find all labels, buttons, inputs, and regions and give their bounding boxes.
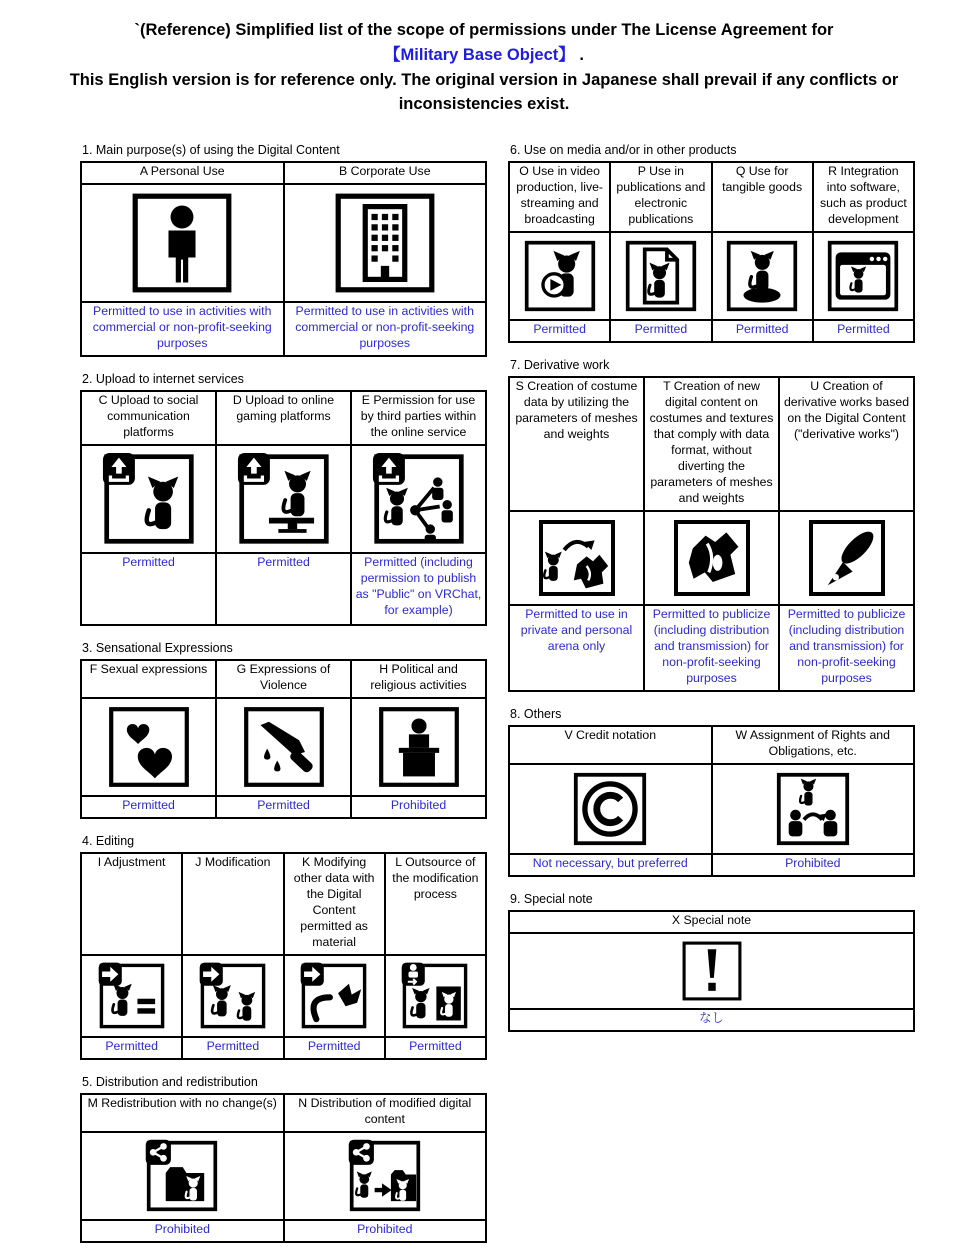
third-party-share-icon	[354, 452, 483, 546]
knife-violence-icon	[219, 705, 348, 789]
header-row	[509, 162, 914, 232]
cell-icon-W	[712, 764, 915, 854]
header-row	[509, 377, 914, 511]
content-columns	[80, 143, 915, 1258]
cell-icon-S	[509, 511, 644, 605]
status-row	[81, 1220, 486, 1242]
title-period: .	[574, 45, 584, 64]
icon-row	[509, 933, 914, 1009]
cell-header-F: F Sexual expressions	[81, 660, 216, 698]
section-3	[80, 641, 487, 819]
cell-status-Q: Permitted	[712, 320, 813, 342]
status-row	[509, 320, 914, 342]
header-row	[81, 391, 486, 445]
cell-header-U: U Creation of derivative works based on the Digital Content ("derivative works")	[779, 377, 914, 511]
section-title: 9. Special note	[510, 891, 593, 906]
icon-row	[81, 445, 486, 553]
section-2	[80, 372, 487, 626]
cell-status-I: Permitted	[81, 1037, 182, 1059]
header-row	[81, 660, 486, 698]
cell-header-I: I Adjustment	[81, 853, 182, 955]
cell-icon-J	[182, 955, 283, 1037]
title-line-2	[68, 43, 900, 68]
section-4	[80, 834, 487, 1060]
section-title: 2. Upload to internet services	[82, 371, 244, 386]
status-row	[81, 796, 486, 818]
cell-icon-G	[216, 698, 351, 796]
title-object-name: 【Military Base Object】	[384, 45, 575, 64]
hearts-icon	[84, 705, 213, 789]
cell-icon-K	[284, 955, 385, 1037]
cell-header-V: V Credit notation	[509, 726, 712, 764]
cell-header-T: T Creation of new digital content on costumes and textures that comply with data format, without diverting the parameters of meshes and weights	[644, 377, 779, 511]
upload-gaming-cat-icon	[219, 452, 348, 546]
header-row	[509, 726, 914, 764]
cell-header-X: X Special note	[509, 911, 914, 933]
cell-status-H: Prohibited	[351, 796, 486, 818]
status-row	[509, 854, 914, 876]
section-7	[508, 358, 915, 692]
cell-header-N: N Distribution of modified digital content	[284, 1094, 487, 1132]
cell-header-Q: Q Use for tangible goods	[712, 162, 813, 232]
section-title: 7. Derivative work	[510, 357, 610, 372]
cell-icon-R	[813, 232, 914, 320]
cell-header-P: P Use in publications and electronic publications	[610, 162, 711, 232]
cell-header-D: D Upload to online gaming platforms	[216, 391, 351, 445]
header-row	[81, 1094, 486, 1132]
right-column	[508, 143, 915, 1047]
section-1	[80, 143, 487, 357]
cell-status-V: Not necessary, but preferred	[509, 854, 712, 876]
special-note-icon	[512, 940, 911, 1002]
cell-status-W: Prohibited	[712, 854, 915, 876]
icon-row	[81, 184, 486, 302]
modify-material-icon	[287, 962, 382, 1030]
icon-row	[509, 764, 914, 854]
cell-icon-T	[644, 511, 779, 605]
title-line-1: `(Reference) Simplified list of the scope of permissions under The License Agreement for	[134, 21, 834, 39]
cell-status-C: Permitted	[81, 553, 216, 625]
status-row	[81, 553, 486, 625]
cell-icon-X	[509, 933, 914, 1009]
cell-icon-V	[509, 764, 712, 854]
cell-icon-I	[81, 955, 182, 1037]
cell-status-U: Permitted to publicize (including distribution and transmission) for non-profit-seeking purposes	[779, 605, 914, 691]
section-9	[508, 892, 915, 1032]
copyright-icon	[512, 771, 709, 847]
cell-status-L: Permitted	[385, 1037, 486, 1059]
section-table	[508, 376, 915, 692]
podium-politics-icon	[354, 705, 483, 789]
header-row	[509, 911, 914, 933]
cell-status-X: なし	[509, 1009, 914, 1031]
cell-header-B: B Corporate Use	[284, 162, 487, 184]
cell-status-S: Permitted to use in private and personal arena only	[509, 605, 644, 691]
section-title: 1. Main purpose(s) of using the Digital Content	[82, 143, 340, 157]
icon-row	[81, 955, 486, 1037]
publication-icon	[613, 239, 708, 313]
cell-icon-L	[385, 955, 486, 1037]
cell-icon-D	[216, 445, 351, 553]
cell-status-G: Permitted	[216, 796, 351, 818]
cell-header-S: S Creation of costume data by utilizing the parameters of meshes and weights	[509, 377, 644, 511]
section-title: 8. Others	[510, 706, 562, 721]
cell-header-L: L Outsource of the modification process	[385, 853, 486, 955]
section-title: 5. Distribution and redistribution	[82, 1074, 258, 1089]
cell-header-O: O Use in video production, live-streaming and broadcasting	[509, 162, 610, 232]
status-row	[509, 1009, 914, 1031]
left-column	[80, 143, 487, 1258]
costume-texture-icon	[647, 518, 776, 598]
cell-icon-M	[81, 1132, 284, 1220]
rights-assignment-icon	[715, 771, 912, 847]
cell-header-H: H Political and religious activities	[351, 660, 486, 698]
status-row	[81, 302, 486, 356]
cell-header-R: R Integration into software, such as product development	[813, 162, 914, 232]
cell-header-K: K Modifying other data with the Digital Content permitted as material	[284, 853, 385, 955]
cell-header-G: G Expressions of Violence	[216, 660, 351, 698]
derivative-pen-icon	[782, 518, 911, 598]
cell-icon-C	[81, 445, 216, 553]
modification-cats-icon	[185, 962, 280, 1030]
distribute-modified-icon	[287, 1139, 484, 1213]
cell-header-A: A Personal Use	[81, 162, 284, 184]
cell-status-D: Permitted	[216, 553, 351, 625]
section-5	[80, 1075, 487, 1243]
cell-header-W: W Assignment of Rights and Obligations, etc.	[712, 726, 915, 764]
cell-icon-B	[284, 184, 487, 302]
cell-icon-O	[509, 232, 610, 320]
section-6	[508, 143, 915, 343]
section-table	[80, 1093, 487, 1243]
icon-row	[509, 511, 914, 605]
cell-status-N: Prohibited	[284, 1220, 487, 1242]
cell-icon-P	[610, 232, 711, 320]
cell-header-J: J Modification	[182, 853, 283, 955]
cell-icon-A	[81, 184, 284, 302]
cell-status-O: Permitted	[509, 320, 610, 342]
title-line-3: This English version is for reference only. The original version in Japanese shall prevail if any conflicts or inconsistencies exist.	[69, 70, 899, 114]
section-title: 6. Use on media and/or in other products	[510, 143, 737, 157]
cell-header-E: E Permission for use by third parties within the online service	[351, 391, 486, 445]
building-icon	[287, 191, 484, 295]
cell-icon-E	[351, 445, 486, 553]
cell-icon-N	[284, 1132, 487, 1220]
cell-icon-Q	[712, 232, 813, 320]
cell-header-C: C Upload to social communication platforms	[81, 391, 216, 445]
section-table	[508, 161, 915, 343]
cell-status-R: Permitted	[813, 320, 914, 342]
cell-status-T: Permitted to publicize (including distribution and transmission) for non-profit-seeking purposes	[644, 605, 779, 691]
costume-data-icon	[512, 518, 641, 598]
icon-row	[81, 1132, 486, 1220]
cell-icon-U	[779, 511, 914, 605]
section-title: 3. Sensational Expressions	[82, 640, 233, 655]
cell-status-B: Permitted to use in activities with commercial or non-profit-seeking purposes	[284, 302, 487, 356]
cell-header-M: M Redistribution with no change(s)	[81, 1094, 284, 1132]
section-table	[80, 161, 487, 357]
section-8	[508, 707, 915, 877]
cell-status-F: Permitted	[81, 796, 216, 818]
icon-row	[509, 232, 914, 320]
page-title	[68, 18, 900, 117]
cell-status-M: Prohibited	[81, 1220, 284, 1242]
tangible-goods-icon	[715, 239, 810, 313]
section-table	[508, 725, 915, 877]
header-row	[81, 853, 486, 955]
adjustment-cat-icon	[84, 962, 179, 1030]
section-title: 4. Editing	[82, 833, 135, 848]
cell-status-E: Permitted (including permission to publish as "Public" on VRChat, for example)	[351, 553, 486, 625]
status-row	[509, 605, 914, 691]
person-icon	[84, 191, 281, 295]
status-row	[81, 1037, 486, 1059]
video-production-icon	[512, 239, 607, 313]
section-table	[508, 910, 915, 1032]
cell-status-A: Permitted to use in activities with commercial or non-profit-seeking purposes	[81, 302, 284, 356]
section-table	[80, 852, 487, 1060]
cell-status-K: Permitted	[284, 1037, 385, 1059]
cell-icon-H	[351, 698, 486, 796]
header-row	[81, 162, 486, 184]
icon-row	[81, 698, 486, 796]
section-table	[80, 659, 487, 819]
section-table	[80, 390, 487, 626]
software-integration-icon	[816, 239, 911, 313]
upload-social-cat-icon	[84, 452, 213, 546]
cell-status-J: Permitted	[182, 1037, 283, 1059]
cell-status-P: Permitted	[610, 320, 711, 342]
cell-icon-F	[81, 698, 216, 796]
outsource-icon	[388, 962, 483, 1030]
redistribute-folder-icon	[84, 1139, 281, 1213]
